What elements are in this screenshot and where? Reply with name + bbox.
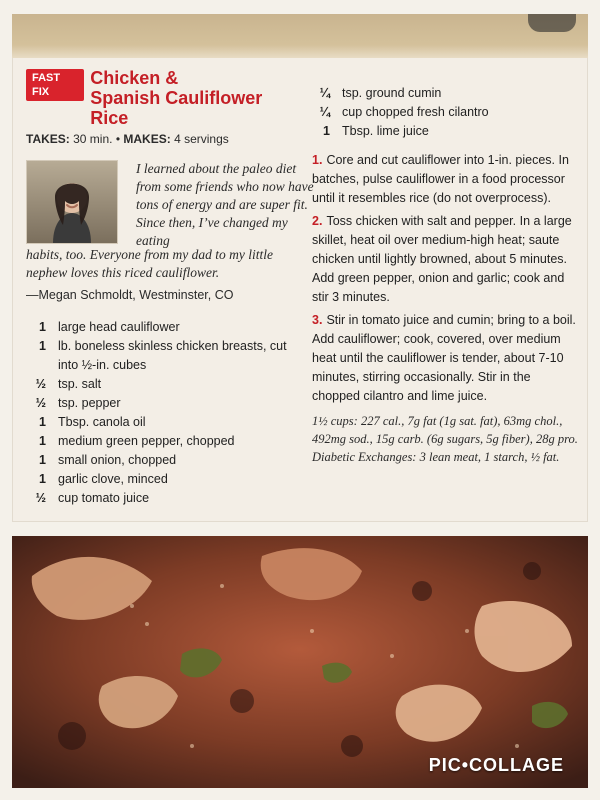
- ingredient-row: [26, 489, 296, 508]
- ingredient-row: [26, 470, 296, 489]
- step-text: Core and cut cauliflower into 1-in. pieces. In batches, pulse cauliflower in a food processor until it resembles rice (do not overprocess).: [312, 153, 569, 205]
- recipe-title-line1: Chicken &: [90, 68, 179, 88]
- takes-value: 30 min.: [73, 132, 113, 146]
- title-row: [26, 68, 296, 128]
- recipe-title-line2: Spanish Cauliflower Rice: [90, 88, 263, 128]
- step-text: Stir in tomato juice and cumin; bring to a boil. Add cauliflower; cook, covered, over medium heat until the cauliflower is tender, about 7-10 minutes, stirring occasionally. Stir in the chopped cilantro and lime juice.: [312, 313, 576, 403]
- step-number: 3.: [312, 313, 323, 327]
- ingredient-item: tsp. pepper: [58, 396, 121, 410]
- step-text: Toss chicken with salt and pepper. In a large skillet, heat oil over medium-high heat; saute chicken until lightly browned, about 5 minutes. Add green pepper, onion and garlic; cook and stir 3 minutes.: [312, 214, 572, 304]
- top-photo-strip: [12, 14, 588, 58]
- nutrition-info: 1½ cups: 227 cal., 7g fat (1g sat. fat), 63mg chol., 492mg sod., 15g carb. (6g sugars, 5g fiber), 28g pro. Diabetic Exchanges: 3 lean meat, 1 starch, ½ fat.: [312, 414, 578, 464]
- ingredient-item: cup chopped fresh cilantro: [342, 105, 489, 119]
- step-3: [312, 311, 582, 406]
- ingredient-row: [26, 375, 296, 394]
- ingredient-qty: 1: [39, 415, 46, 429]
- step-2: [312, 212, 582, 307]
- author-quote-block: [26, 160, 314, 302]
- ingredient-row: [312, 122, 582, 141]
- ingredient-qty: ¼: [319, 105, 330, 119]
- author-byline: —Megan Schmoldt, Westminster, CO: [26, 288, 234, 302]
- ingredient-item: large head cauliflower: [58, 320, 180, 334]
- ingredients-left: [26, 318, 296, 508]
- ingredient-item: lb. boneless skinless chicken breasts, cut into ½-in. cubes: [58, 339, 287, 372]
- ingredient-qty: 1: [39, 339, 46, 353]
- pic-collage-watermark: PIC•COLLAGE: [428, 755, 564, 775]
- step-number: 1.: [312, 153, 323, 167]
- ingredient-qty: ½: [35, 396, 46, 410]
- makes-label: MAKES:: [123, 132, 171, 146]
- recipe-meta: [26, 132, 296, 146]
- ingredient-qty: 1: [39, 453, 46, 467]
- ingredient-qty: 1: [39, 434, 46, 448]
- author-photo-icon: [27, 161, 117, 243]
- fast-fix-tag: FAST FIX: [26, 69, 84, 101]
- step-1: [312, 151, 582, 208]
- ingredient-row: [26, 337, 296, 375]
- takes-label: TAKES:: [26, 132, 70, 146]
- ingredient-row: [26, 432, 296, 451]
- ingredient-item: garlic clove, minced: [58, 472, 168, 486]
- ingredient-item: small onion, chopped: [58, 453, 177, 467]
- ingredient-row: [26, 413, 296, 432]
- step-number: 2.: [312, 214, 323, 228]
- ingredient-row: [312, 84, 582, 103]
- makes-value: 4 servings: [174, 132, 229, 146]
- left-column: [26, 68, 314, 508]
- ingredient-item: Tbsp. lime juice: [342, 124, 429, 138]
- ingredients-right: [312, 84, 582, 141]
- author-quote-part1: I learned about the paleo diet from some friends who now have tons of energy and are super fit. Since then, I’ve changed my eating: [136, 161, 314, 248]
- right-column: [312, 84, 582, 466]
- ingredient-row: [26, 451, 296, 470]
- ingredient-qty: ½: [35, 491, 46, 505]
- ingredient-qty: 1: [39, 472, 46, 486]
- ingredient-item: medium green pepper, chopped: [58, 434, 235, 448]
- ingredient-row: [312, 103, 582, 122]
- ingredient-item: tsp. ground cumin: [342, 86, 442, 100]
- author-photo: [26, 160, 118, 244]
- food-photo: [12, 536, 588, 788]
- ingredient-item: cup tomato juice: [58, 491, 150, 505]
- ingredient-row: [26, 318, 296, 337]
- author-quote-part2: habits, too. Everyone from my dad to my little nephew loves this riced cauliflower.: [26, 247, 273, 280]
- ingredient-item: tsp. salt: [58, 377, 102, 391]
- ingredient-qty: 1: [39, 320, 46, 334]
- ingredient-qty: ½: [35, 377, 46, 391]
- ingredient-qty: ¼: [319, 86, 330, 100]
- ingredient-qty: 1: [323, 124, 330, 138]
- meta-separator: •: [115, 132, 124, 146]
- food-photo-illustration: [12, 536, 588, 788]
- recipe-title: [90, 68, 296, 128]
- ingredient-item: Tbsp. canola oil: [58, 415, 146, 429]
- recipe-page: [12, 14, 588, 522]
- ingredient-row: [26, 394, 296, 413]
